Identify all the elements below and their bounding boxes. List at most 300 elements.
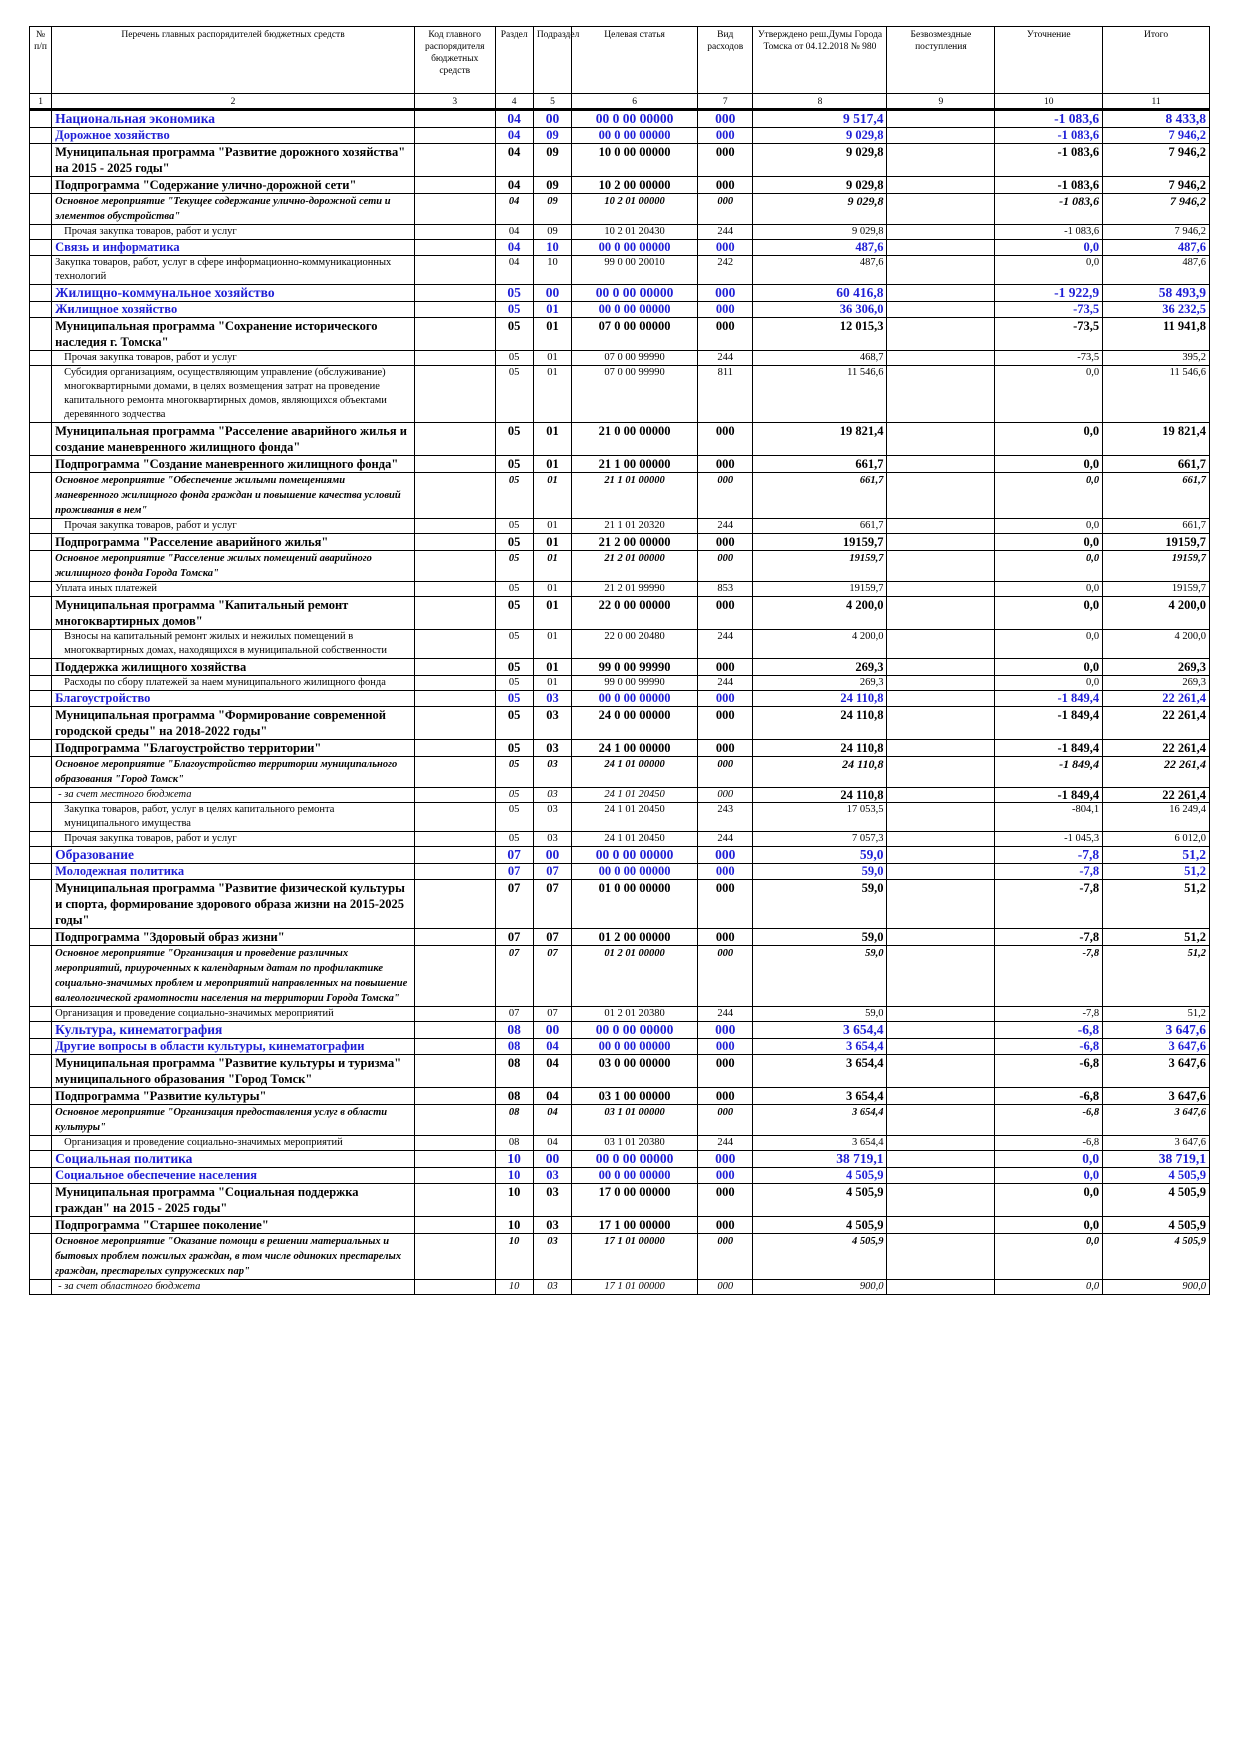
row-approved-cell: 19159,7 <box>753 534 887 551</box>
row-name-cell: Основное мероприятие "Текущее содержание улично-дорожной сети и элементов обустройства" <box>52 194 415 225</box>
row-grants-cell <box>887 1136 995 1151</box>
row-code-cell <box>414 285 495 302</box>
row-podrazdel-cell: 01 <box>533 659 571 676</box>
budget-table <box>29 26 1210 1295</box>
row-grants-cell <box>887 534 995 551</box>
table-row <box>30 676 1210 691</box>
row-podrazdel-cell: 04 <box>533 1055 571 1088</box>
row-name-cell: Муниципальная программа "Развитие культуры и туризма" муниципального образования "Город Томск" <box>52 1055 415 1088</box>
row-razdel-cell: 08 <box>495 1136 533 1151</box>
row-total-cell: 900,0 <box>1103 1280 1210 1295</box>
row-number-cell <box>30 788 52 803</box>
row-article-cell: 17 1 01 00000 <box>572 1280 698 1295</box>
row-article-cell: 03 1 00 00000 <box>572 1088 698 1105</box>
row-name-cell: Дорожное хозяйство <box>52 128 415 144</box>
row-number-cell <box>30 880 52 929</box>
row-adjustment-cell: -1 922,9 <box>995 285 1103 302</box>
row-total-cell: 11 941,8 <box>1103 318 1210 351</box>
row-vid-cell: 000 <box>698 929 753 946</box>
row-adjustment-cell: -1 083,6 <box>995 194 1103 225</box>
row-number-cell <box>30 707 52 740</box>
row-vid-cell: 000 <box>698 1022 753 1039</box>
row-number-cell <box>30 110 52 128</box>
col-header-code: Код главного распорядителя бюджетных средств <box>414 27 495 94</box>
row-article-cell: 00 0 00 00000 <box>572 1168 698 1184</box>
row-razdel-cell: 10 <box>495 1184 533 1217</box>
table-row <box>30 788 1210 803</box>
row-approved-cell: 7 057,3 <box>753 832 887 847</box>
row-podrazdel-cell: 09 <box>533 194 571 225</box>
row-total-cell: 22 261,4 <box>1103 757 1210 788</box>
row-name-cell: Молодежная политика <box>52 864 415 880</box>
row-adjustment-cell: 0,0 <box>995 240 1103 256</box>
row-razdel-cell: 10 <box>495 1151 533 1168</box>
row-vid-cell: 000 <box>698 551 753 582</box>
row-razdel-cell: 10 <box>495 1280 533 1295</box>
row-adjustment-cell: 0,0 <box>995 630 1103 659</box>
row-grants-cell <box>887 929 995 946</box>
row-vid-cell: 000 <box>698 110 753 128</box>
table-row <box>30 225 1210 240</box>
row-total-cell: 4 200,0 <box>1103 597 1210 630</box>
row-approved-cell: 900,0 <box>753 1280 887 1295</box>
col-number: 9 <box>887 94 995 110</box>
row-vid-cell: 000 <box>698 285 753 302</box>
row-razdel-cell: 07 <box>495 864 533 880</box>
table-row <box>30 803 1210 832</box>
row-podrazdel-cell: 03 <box>533 691 571 707</box>
row-approved-cell: 4 200,0 <box>753 630 887 659</box>
row-razdel-cell: 04 <box>495 225 533 240</box>
table-row <box>30 1217 1210 1234</box>
row-podrazdel-cell: 10 <box>533 240 571 256</box>
row-name-cell: Подпрограмма "Благоустройство территории" <box>52 740 415 757</box>
row-number-cell <box>30 1105 52 1136</box>
row-article-cell: 00 0 00 00000 <box>572 1151 698 1168</box>
row-approved-cell: 59,0 <box>753 929 887 946</box>
row-total-cell: 487,6 <box>1103 256 1210 285</box>
row-total-cell: 58 493,9 <box>1103 285 1210 302</box>
row-article-cell: 10 2 01 00000 <box>572 194 698 225</box>
row-total-cell: 7 946,2 <box>1103 144 1210 177</box>
row-razdel-cell: 05 <box>495 351 533 366</box>
row-adjustment-cell: -73,5 <box>995 302 1103 318</box>
table-row <box>30 740 1210 757</box>
row-approved-cell: 269,3 <box>753 659 887 676</box>
row-name-cell: Муниципальная программа "Расселение аварийного жилья и создание маневренного жилищного фонда" <box>52 423 415 456</box>
row-article-cell: 99 0 00 20010 <box>572 256 698 285</box>
row-name-cell: Основное мероприятие "Организация и проведение различных мероприятий, приуроченных к календарным датам по профилактике социально-значимых проблем и мероприятий направленных на повышение валеологической грамотности населения на территории Города Томска" <box>52 946 415 1007</box>
row-name-cell: Прочая закупка товаров, работ и услуг <box>52 519 415 534</box>
row-number-cell <box>30 740 52 757</box>
row-approved-cell: 661,7 <box>753 473 887 519</box>
row-vid-cell: 244 <box>698 832 753 847</box>
row-total-cell: 7 946,2 <box>1103 194 1210 225</box>
row-approved-cell: 24 110,8 <box>753 788 887 803</box>
row-adjustment-cell: 0,0 <box>995 597 1103 630</box>
row-article-cell: 03 1 01 00000 <box>572 1105 698 1136</box>
table-row <box>30 1055 1210 1088</box>
row-adjustment-cell: -7,8 <box>995 929 1103 946</box>
row-adjustment-cell: 0,0 <box>995 423 1103 456</box>
row-article-cell: 00 0 00 00000 <box>572 1022 698 1039</box>
row-vid-cell: 244 <box>698 676 753 691</box>
row-adjustment-cell: 0,0 <box>995 456 1103 473</box>
table-row <box>30 144 1210 177</box>
row-podrazdel-cell: 01 <box>533 582 571 597</box>
row-number-cell <box>30 473 52 519</box>
row-name-cell: Основное мероприятие "Благоустройство территории муниципального образования "Город Томск" <box>52 757 415 788</box>
row-vid-cell: 000 <box>698 1280 753 1295</box>
row-name-cell: Другие вопросы в области культуры, кинематографии <box>52 1039 415 1055</box>
row-code-cell <box>414 1136 495 1151</box>
row-vid-cell: 000 <box>698 1055 753 1088</box>
row-podrazdel-cell: 03 <box>533 757 571 788</box>
row-grants-cell <box>887 1088 995 1105</box>
row-code-cell <box>414 551 495 582</box>
row-article-cell: 01 2 01 20380 <box>572 1007 698 1022</box>
row-article-cell: 01 2 00 00000 <box>572 929 698 946</box>
row-vid-cell: 244 <box>698 1007 753 1022</box>
row-article-cell: 99 0 00 99990 <box>572 659 698 676</box>
row-code-cell <box>414 864 495 880</box>
row-approved-cell: 59,0 <box>753 1007 887 1022</box>
row-approved-cell: 3 654,4 <box>753 1105 887 1136</box>
table-header <box>30 27 1210 110</box>
table-row <box>30 1184 1210 1217</box>
col-number: 5 <box>533 94 571 110</box>
row-article-cell: 22 0 00 20480 <box>572 630 698 659</box>
row-number-cell <box>30 1234 52 1280</box>
row-article-cell: 03 1 01 20380 <box>572 1136 698 1151</box>
row-razdel-cell: 08 <box>495 1039 533 1055</box>
row-razdel-cell: 05 <box>495 740 533 757</box>
row-grants-cell <box>887 519 995 534</box>
row-vid-cell: 000 <box>698 788 753 803</box>
row-razdel-cell: 07 <box>495 1007 533 1022</box>
row-vid-cell: 000 <box>698 1105 753 1136</box>
row-adjustment-cell: -7,8 <box>995 864 1103 880</box>
row-grants-cell <box>887 659 995 676</box>
row-article-cell: 00 0 00 00000 <box>572 110 698 128</box>
col-number: 1 <box>30 94 52 110</box>
row-article-cell: 24 1 01 20450 <box>572 788 698 803</box>
row-vid-cell: 000 <box>698 1151 753 1168</box>
row-number-cell <box>30 847 52 864</box>
row-total-cell: 22 261,4 <box>1103 691 1210 707</box>
row-article-cell: 03 0 00 00000 <box>572 1055 698 1088</box>
row-grants-cell <box>887 351 995 366</box>
row-article-cell: 10 2 00 00000 <box>572 177 698 194</box>
table-row <box>30 597 1210 630</box>
row-approved-cell: 3 654,4 <box>753 1136 887 1151</box>
row-vid-cell: 000 <box>698 144 753 177</box>
row-podrazdel-cell: 01 <box>533 302 571 318</box>
row-approved-cell: 4 505,9 <box>753 1184 887 1217</box>
row-code-cell <box>414 177 495 194</box>
table-row <box>30 534 1210 551</box>
row-name-cell: Муниципальная программа "Социальная поддержка граждан" на 2015 - 2025 годы" <box>52 1184 415 1217</box>
row-number-cell <box>30 318 52 351</box>
row-podrazdel-cell: 01 <box>533 423 571 456</box>
row-approved-cell: 9 029,8 <box>753 128 887 144</box>
row-approved-cell: 4 505,9 <box>753 1168 887 1184</box>
row-podrazdel-cell: 04 <box>533 1039 571 1055</box>
row-name-cell: Расходы по сбору платежей за наем муниципального жилищного фонда <box>52 676 415 691</box>
table-row <box>30 318 1210 351</box>
row-name-cell: Уплата иных платежей <box>52 582 415 597</box>
row-grants-cell <box>887 1105 995 1136</box>
row-grants-cell <box>887 240 995 256</box>
row-vid-cell: 000 <box>698 740 753 757</box>
row-article-cell: 10 2 01 20430 <box>572 225 698 240</box>
table-row <box>30 864 1210 880</box>
row-code-cell <box>414 256 495 285</box>
row-total-cell: 4 505,9 <box>1103 1168 1210 1184</box>
row-name-cell: Подпрограмма "Развитие культуры" <box>52 1088 415 1105</box>
row-number-cell <box>30 144 52 177</box>
row-name-cell: Муниципальная программа "Развитие дорожного хозяйства" на 2015 - 2025 годы" <box>52 144 415 177</box>
row-approved-cell: 24 110,8 <box>753 691 887 707</box>
row-number-cell <box>30 519 52 534</box>
table-row <box>30 946 1210 1007</box>
row-article-cell: 07 0 00 99990 <box>572 351 698 366</box>
row-code-cell <box>414 1184 495 1217</box>
row-number-cell <box>30 659 52 676</box>
row-code-cell <box>414 659 495 676</box>
table-row <box>30 177 1210 194</box>
row-vid-cell: 244 <box>698 630 753 659</box>
row-number-cell <box>30 351 52 366</box>
row-adjustment-cell: -1 083,6 <box>995 144 1103 177</box>
row-number-cell <box>30 946 52 1007</box>
row-vid-cell: 244 <box>698 1136 753 1151</box>
row-article-cell: 21 2 01 00000 <box>572 551 698 582</box>
row-number-cell <box>30 240 52 256</box>
row-total-cell: 51,2 <box>1103 847 1210 864</box>
row-total-cell: 3 647,6 <box>1103 1136 1210 1151</box>
row-razdel-cell: 05 <box>495 534 533 551</box>
row-total-cell: 269,3 <box>1103 676 1210 691</box>
col-number: 6 <box>572 94 698 110</box>
row-approved-cell: 59,0 <box>753 847 887 864</box>
row-code-cell <box>414 788 495 803</box>
row-name-cell: Культура, кинематография <box>52 1022 415 1039</box>
row-razdel-cell: 05 <box>495 707 533 740</box>
col-header-adjustment: Уточнение <box>995 27 1103 94</box>
row-total-cell: 22 261,4 <box>1103 740 1210 757</box>
row-razdel-cell: 04 <box>495 177 533 194</box>
row-vid-cell: 244 <box>698 519 753 534</box>
row-podrazdel-cell: 03 <box>533 1234 571 1280</box>
row-approved-cell: 60 416,8 <box>753 285 887 302</box>
col-header-vid: Вид расходов <box>698 27 753 94</box>
row-grants-cell <box>887 676 995 691</box>
col-header-name: Перечень главных распорядителей бюджетных средств <box>52 27 415 94</box>
row-grants-cell <box>887 1168 995 1184</box>
row-adjustment-cell: -7,8 <box>995 847 1103 864</box>
row-number-cell <box>30 177 52 194</box>
row-total-cell: 6 012,0 <box>1103 832 1210 847</box>
row-approved-cell: 3 654,4 <box>753 1022 887 1039</box>
row-adjustment-cell: -6,8 <box>995 1136 1103 1151</box>
row-article-cell: 24 1 00 00000 <box>572 740 698 757</box>
row-total-cell: 7 946,2 <box>1103 177 1210 194</box>
table-row <box>30 194 1210 225</box>
row-total-cell: 661,7 <box>1103 456 1210 473</box>
row-grants-cell <box>887 423 995 456</box>
row-grants-cell <box>887 946 995 1007</box>
row-razdel-cell: 05 <box>495 757 533 788</box>
row-adjustment-cell: 0,0 <box>995 551 1103 582</box>
row-code-cell <box>414 1022 495 1039</box>
row-vid-cell: 000 <box>698 1168 753 1184</box>
col-number: 8 <box>753 94 887 110</box>
row-razdel-cell: 05 <box>495 832 533 847</box>
table-body <box>30 110 1210 1295</box>
row-number-cell <box>30 1022 52 1039</box>
row-article-cell: 21 2 00 00000 <box>572 534 698 551</box>
row-code-cell <box>414 880 495 929</box>
row-total-cell: 7 946,2 <box>1103 128 1210 144</box>
row-adjustment-cell: -804,1 <box>995 803 1103 832</box>
row-code-cell <box>414 847 495 864</box>
row-approved-cell: 487,6 <box>753 256 887 285</box>
row-code-cell <box>414 1234 495 1280</box>
row-vid-cell: 244 <box>698 225 753 240</box>
table-row <box>30 423 1210 456</box>
row-adjustment-cell: 0,0 <box>995 582 1103 597</box>
row-razdel-cell: 04 <box>495 256 533 285</box>
row-adjustment-cell: -7,8 <box>995 946 1103 1007</box>
row-code-cell <box>414 519 495 534</box>
row-grants-cell <box>887 551 995 582</box>
row-adjustment-cell: -1 083,6 <box>995 177 1103 194</box>
row-grants-cell <box>887 1234 995 1280</box>
row-number-cell <box>30 1280 52 1295</box>
row-name-cell: Социальное обеспечение населения <box>52 1168 415 1184</box>
table-row <box>30 691 1210 707</box>
row-vid-cell: 000 <box>698 128 753 144</box>
row-total-cell: 4 200,0 <box>1103 630 1210 659</box>
row-code-cell <box>414 1039 495 1055</box>
row-article-cell: 00 0 00 00000 <box>572 285 698 302</box>
row-razdel-cell: 05 <box>495 302 533 318</box>
row-name-cell: Организация и проведение социально-значимых мероприятий <box>52 1007 415 1022</box>
table-row <box>30 128 1210 144</box>
row-adjustment-cell: -1 849,4 <box>995 740 1103 757</box>
col-header-num: № п/п <box>30 27 52 94</box>
row-code-cell <box>414 1280 495 1295</box>
row-vid-cell: 000 <box>698 318 753 351</box>
row-approved-cell: 19159,7 <box>753 582 887 597</box>
row-approved-cell: 4 505,9 <box>753 1217 887 1234</box>
row-approved-cell: 4 505,9 <box>753 1234 887 1280</box>
table-row <box>30 519 1210 534</box>
row-code-cell <box>414 456 495 473</box>
row-grants-cell <box>887 803 995 832</box>
row-razdel-cell: 05 <box>495 318 533 351</box>
row-grants-cell <box>887 456 995 473</box>
row-code-cell <box>414 534 495 551</box>
row-razdel-cell: 07 <box>495 880 533 929</box>
row-razdel-cell: 05 <box>495 582 533 597</box>
table-row <box>30 847 1210 864</box>
row-podrazdel-cell: 03 <box>533 740 571 757</box>
row-number-cell <box>30 1055 52 1088</box>
row-number-cell <box>30 366 52 423</box>
table-row <box>30 456 1210 473</box>
row-name-cell: Организация и проведение социально-значимых мероприятий <box>52 1136 415 1151</box>
row-approved-cell: 9 029,8 <box>753 194 887 225</box>
row-total-cell: 4 505,9 <box>1103 1217 1210 1234</box>
row-approved-cell: 24 110,8 <box>753 757 887 788</box>
row-name-cell: Субсидия организациям, осуществляющим управление (обслуживание) многоквартирными домами, в целях возмещения затрат на проведение капитального ремонта многоквартирных домов, являющихся объектами деревянного зодчества <box>52 366 415 423</box>
row-code-cell <box>414 128 495 144</box>
row-number-cell <box>30 582 52 597</box>
row-article-cell: 07 0 00 99990 <box>572 366 698 423</box>
col-header-total: Итого <box>1103 27 1210 94</box>
row-approved-cell: 59,0 <box>753 880 887 929</box>
row-name-cell: Социальная политика <box>52 1151 415 1168</box>
row-article-cell: 07 0 00 00000 <box>572 318 698 351</box>
row-adjustment-cell: 0,0 <box>995 659 1103 676</box>
row-name-cell: Подпрограмма "Создание маневренного жилищного фонда" <box>52 456 415 473</box>
table-row <box>30 110 1210 128</box>
row-name-cell: Взносы на капитальный ремонт жилых и нежилых помещений в многоквартирных домах, находящихся в муниципальной собственности <box>52 630 415 659</box>
row-number-cell <box>30 551 52 582</box>
row-number-cell <box>30 630 52 659</box>
row-name-cell: Благоустройство <box>52 691 415 707</box>
row-article-cell: 00 0 00 00000 <box>572 864 698 880</box>
row-vid-cell: 000 <box>698 423 753 456</box>
row-vid-cell: 853 <box>698 582 753 597</box>
row-code-cell <box>414 1007 495 1022</box>
row-razdel-cell: 05 <box>495 659 533 676</box>
row-article-cell: 24 1 01 20450 <box>572 832 698 847</box>
row-podrazdel-cell: 03 <box>533 1217 571 1234</box>
row-code-cell <box>414 1151 495 1168</box>
table-row <box>30 880 1210 929</box>
row-number-cell <box>30 803 52 832</box>
row-code-cell <box>414 757 495 788</box>
row-number-cell <box>30 1007 52 1022</box>
row-code-cell <box>414 366 495 423</box>
row-total-cell: 22 261,4 <box>1103 788 1210 803</box>
row-podrazdel-cell: 09 <box>533 225 571 240</box>
row-adjustment-cell: -6,8 <box>995 1022 1103 1039</box>
col-header-podrazdel: Подраздел <box>533 27 571 94</box>
row-number-cell <box>30 194 52 225</box>
row-adjustment-cell: -7,8 <box>995 1007 1103 1022</box>
table-row <box>30 285 1210 302</box>
col-number: 10 <box>995 94 1103 110</box>
table-row <box>30 929 1210 946</box>
row-approved-cell: 38 719,1 <box>753 1151 887 1168</box>
table-row <box>30 832 1210 847</box>
row-grants-cell <box>887 582 995 597</box>
row-grants-cell <box>887 630 995 659</box>
row-vid-cell: 000 <box>698 456 753 473</box>
row-approved-cell: 17 053,5 <box>753 803 887 832</box>
row-article-cell: 21 1 00 00000 <box>572 456 698 473</box>
row-podrazdel-cell: 00 <box>533 1151 571 1168</box>
row-grants-cell <box>887 110 995 128</box>
row-total-cell: 36 232,5 <box>1103 302 1210 318</box>
row-number-cell <box>30 864 52 880</box>
row-vid-cell: 000 <box>698 473 753 519</box>
row-adjustment-cell: -73,5 <box>995 318 1103 351</box>
